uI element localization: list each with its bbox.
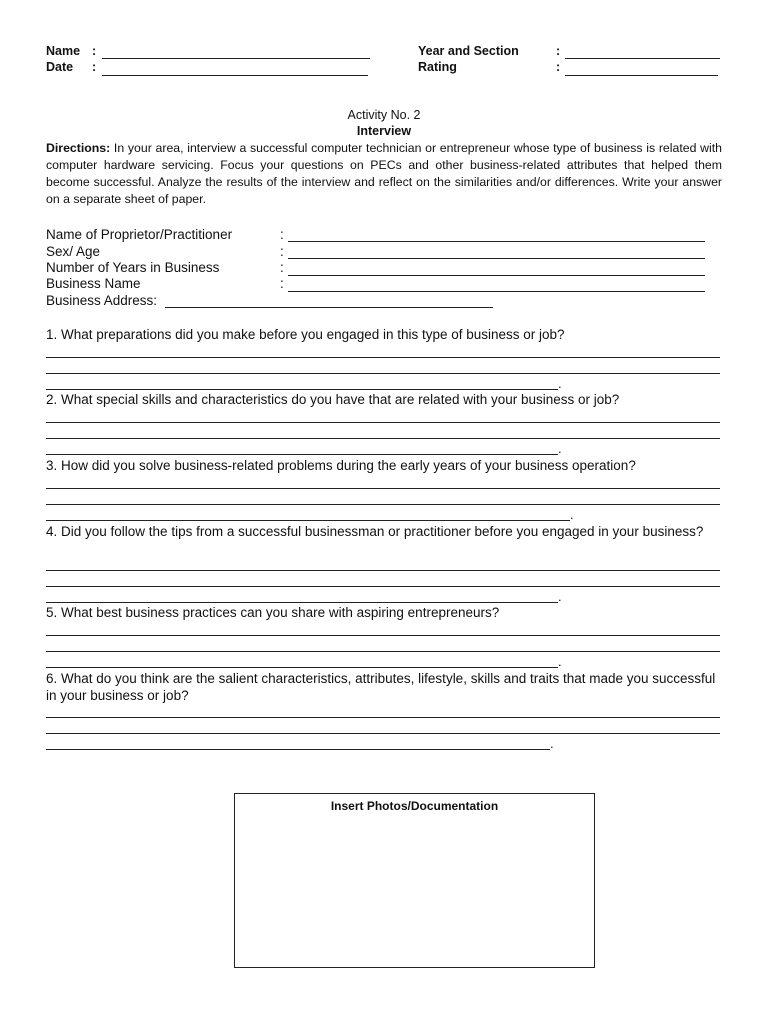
photo-documentation-box[interactable]	[234, 793, 595, 968]
business-name-field[interactable]	[288, 291, 705, 292]
business-address-field[interactable]	[165, 307, 493, 308]
directions-label: Directions:	[46, 141, 111, 155]
answer-line[interactable]	[46, 749, 550, 750]
line-end-dot: .	[558, 441, 562, 456]
rating-field[interactable]	[565, 75, 718, 76]
question-5: 5. What best business practices can you share with aspiring entrepreneurs?	[46, 605, 500, 620]
answer-line[interactable]	[46, 438, 720, 439]
answer-line[interactable]	[46, 454, 558, 455]
line-end-dot: .	[570, 507, 574, 522]
year-section-colon: :	[556, 44, 561, 58]
answer-line[interactable]	[46, 586, 720, 587]
field-label-proprietor: Name of Proprietor/Practitioner	[46, 227, 233, 242]
photo-box-title: Insert Photos/Documentation	[330, 799, 499, 813]
answer-line[interactable]	[46, 570, 720, 571]
answer-line[interactable]	[46, 733, 720, 734]
field-label-sex-age: Sex/ Age	[46, 244, 101, 259]
year-section-label: Year and Section	[418, 44, 519, 58]
answer-line[interactable]	[46, 422, 720, 423]
question-4: 4. Did you follow the tips from a successful businessman or practitioner before you engaged in your business?	[46, 524, 704, 539]
rating-colon: :	[556, 60, 561, 74]
answer-line[interactable]	[46, 504, 720, 505]
answer-line[interactable]	[46, 520, 570, 521]
field-label-business-name: Business Name	[46, 276, 141, 291]
line-end-dot: .	[558, 376, 562, 391]
rating-label: Rating	[418, 60, 457, 74]
name-label: Name	[46, 44, 81, 58]
line-end-dot: .	[550, 736, 554, 751]
line-end-dot: .	[558, 589, 562, 604]
question-3: 3. How did you solve business-related problems during the early years of your business operation?	[46, 458, 636, 473]
proprietor-field[interactable]	[288, 241, 705, 242]
answer-line[interactable]	[46, 357, 720, 358]
field-label-business-address: Business Address:	[46, 293, 158, 308]
activity-title: Interview	[356, 124, 412, 138]
question-6: 6. What do you think are the salient characteristics, attributes, lifestyle, skills and traits that made you successful in your business or job?	[46, 671, 716, 703]
answer-line[interactable]	[46, 602, 558, 603]
answer-line[interactable]	[46, 667, 558, 668]
date-label: Date	[46, 60, 74, 74]
question-2: 2. What special skills and characteristics do you have that are related with your business or job?	[46, 392, 620, 407]
date-field[interactable]	[102, 75, 368, 76]
years-field[interactable]	[288, 275, 705, 276]
answer-line[interactable]	[46, 651, 720, 652]
year-section-field[interactable]	[565, 58, 720, 59]
name-colon: :	[92, 44, 97, 58]
field-label-years: Number of Years in Business	[46, 260, 220, 275]
question-1: 1. What preparations did you make before you engaged in this type of business or job?	[46, 327, 565, 342]
sex-age-field[interactable]	[288, 258, 705, 259]
directions	[46, 140, 722, 208]
answer-line[interactable]	[46, 635, 720, 636]
field-colon: :	[280, 260, 284, 275]
activity-number: Activity No. 2	[347, 108, 421, 122]
answer-line[interactable]	[46, 717, 720, 718]
date-colon: :	[92, 60, 97, 74]
name-field[interactable]	[102, 58, 370, 59]
field-colon: :	[280, 227, 284, 242]
answer-line[interactable]	[46, 373, 720, 374]
line-end-dot: .	[558, 654, 562, 669]
answer-line[interactable]	[46, 488, 720, 489]
field-colon: :	[280, 276, 284, 291]
directions-text: In your area, interview a successful computer technician or entrepreneur whose type of business is related with computer hardware servicing. Focus your questions on PECs and other business-related attributes that helped them become successful. Analyze the results of the interview and reflect on the similarities and/or differences. Write your answer on a separate sheet of paper.	[46, 141, 722, 206]
answer-line[interactable]	[46, 389, 558, 390]
field-colon: :	[280, 244, 284, 259]
